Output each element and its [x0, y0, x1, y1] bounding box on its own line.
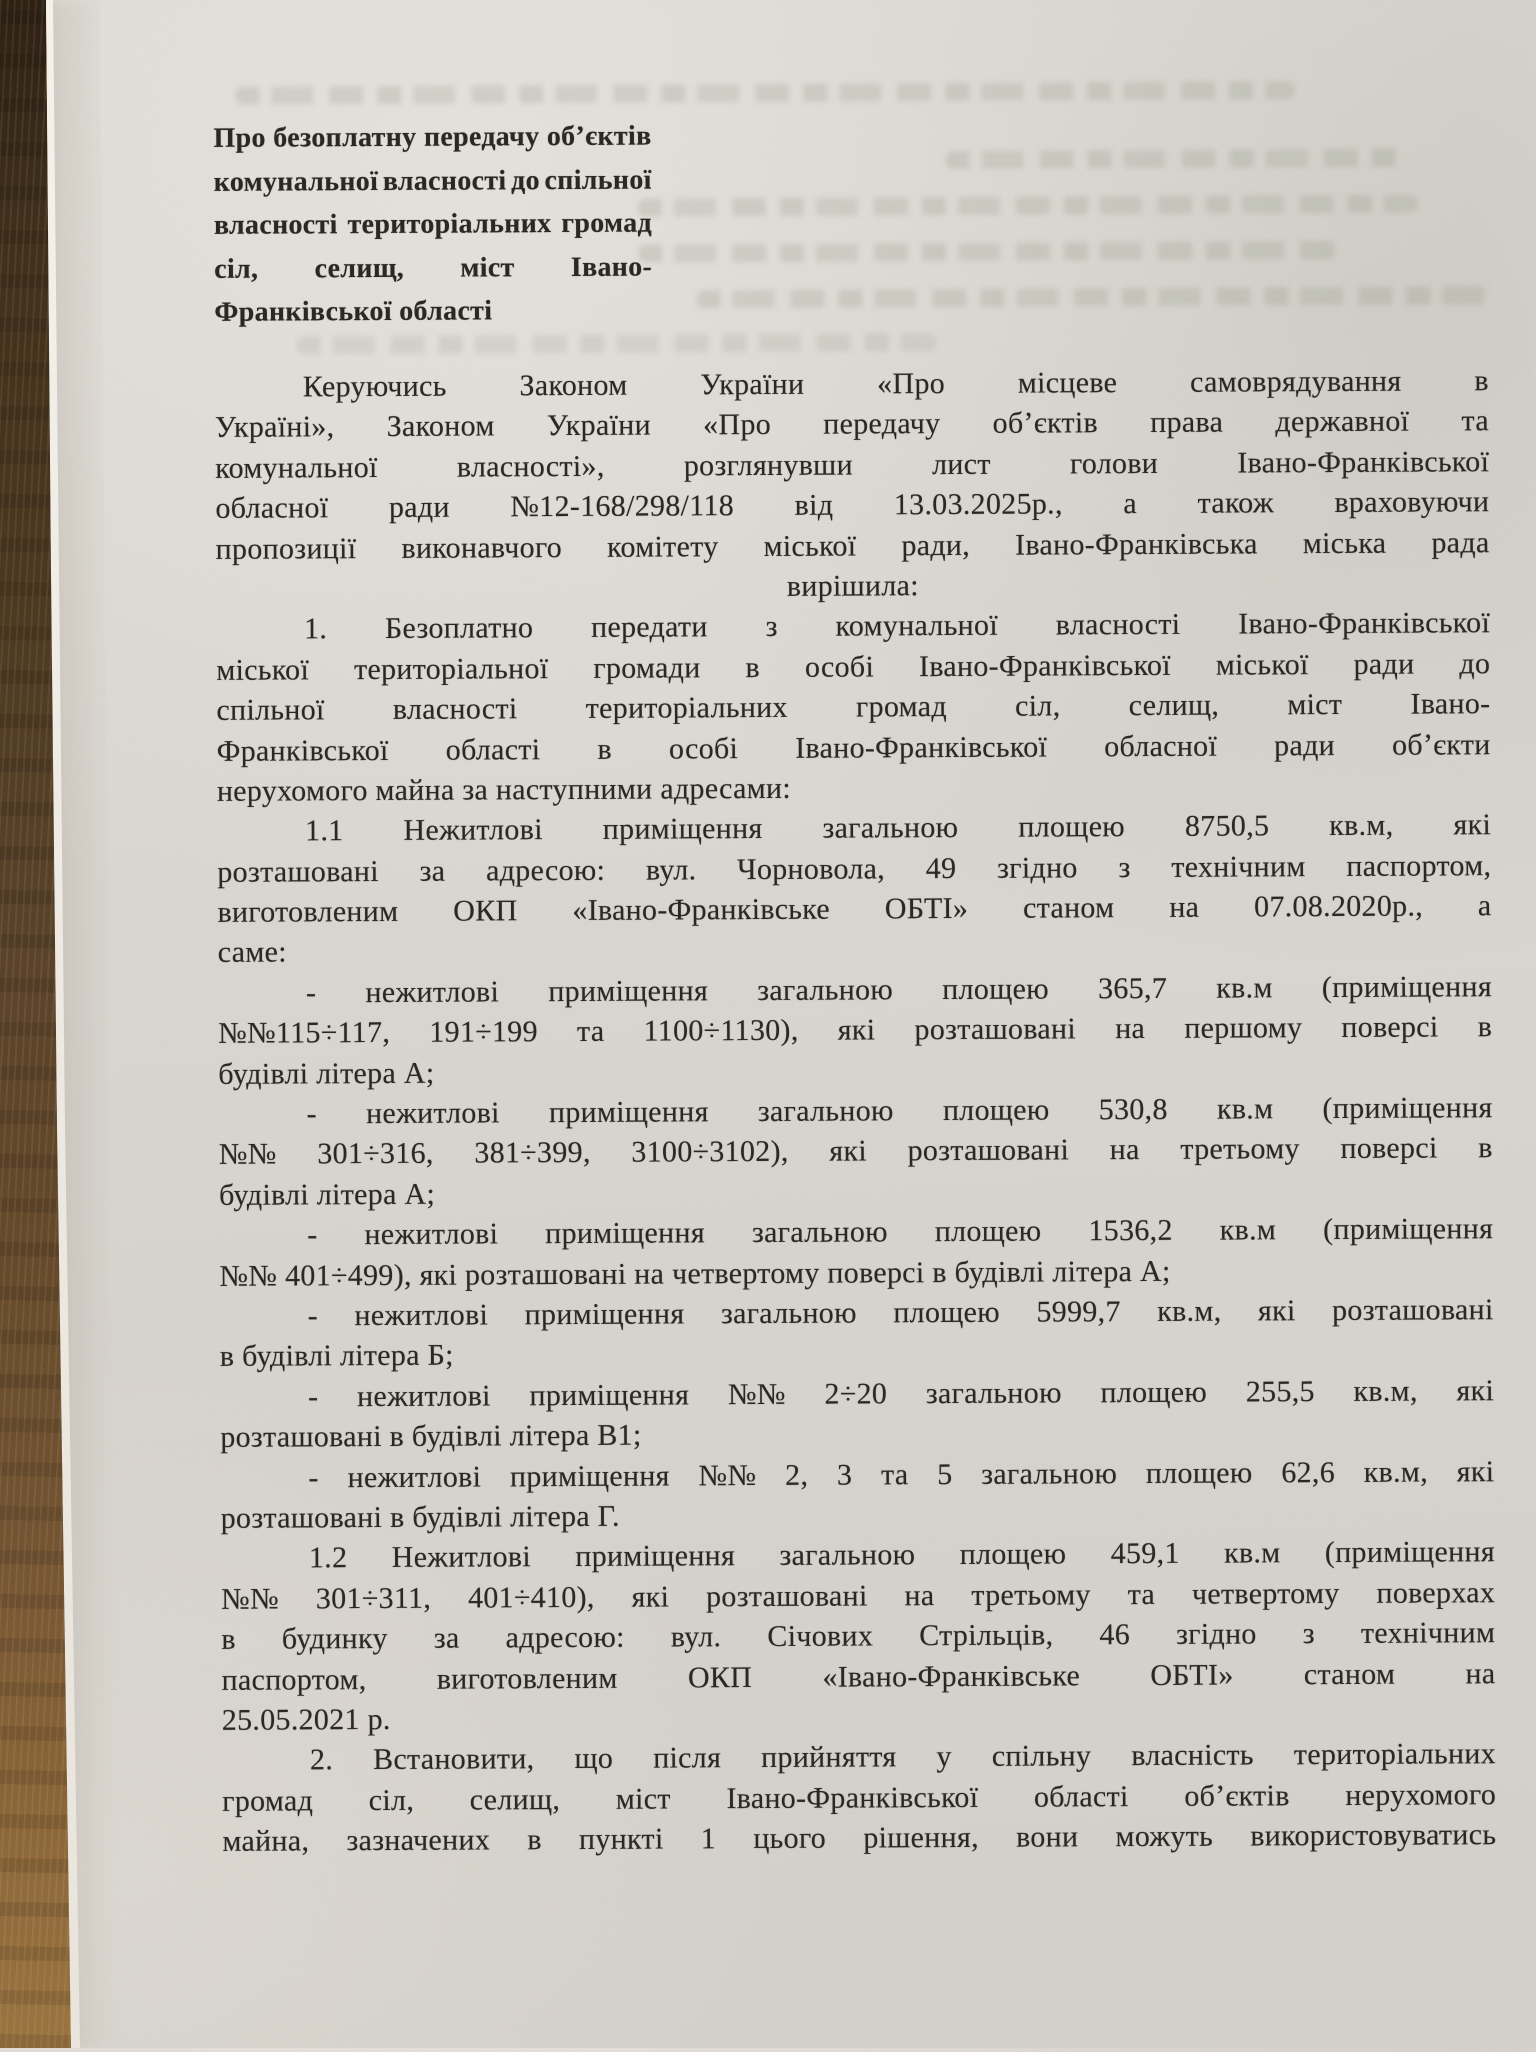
- document-line: в будинку за адресою: вул. Січових Стрільців, 46 згідно з технічним: [221, 1616, 1496, 1656]
- document-line: в будівлі літера Б;: [219, 1338, 454, 1374]
- document-line: - нежитлові приміщення загальною площею 530,8 кв.м (приміщення: [306, 1091, 1493, 1131]
- document-line: паспортом, виготовленим ОКП «Івано-Франківське ОБТІ» станом на: [221, 1656, 1496, 1697]
- document-line: - нежитлові приміщення загальною площею 1536,2 кв.м (приміщення: [307, 1212, 1494, 1252]
- document-line: 1.2 Нежитлові приміщення загальною площею 459,1 кв.м (приміщення: [308, 1535, 1495, 1575]
- document-line: вирішила:: [786, 569, 919, 603]
- document-line: 2. Встановити, що після прийняття у спільну власність територіальних: [309, 1737, 1497, 1777]
- document-line: №№115÷117, 191÷199 та 1100÷1130), які розташовані на першому поверсі в: [218, 1010, 1493, 1051]
- document-line: саме:: [217, 935, 287, 970]
- bleedthrough-line: [696, 286, 1496, 308]
- document-line: розташовані в будівлі літера Г.: [220, 1499, 620, 1535]
- document-line: 1.1 Нежитлові приміщення загальною площею 8750,5 кв.м, які: [305, 808, 1492, 848]
- bleedthrough-line: [946, 149, 1406, 169]
- document-line: №№ 301÷316, 381÷399, 3100÷3102), які розташовані на третьому поверсі в: [218, 1131, 1493, 1172]
- document-line: нерухомого майна за наступними адресами:: [216, 771, 792, 808]
- document-line: комунальної власності», розглянувши лист голови Івано-Франківської: [215, 444, 1490, 485]
- document-line: виготовленим ОКП «Івано-Франківське ОБТІ» станом на 07.08.2020р., а: [217, 889, 1492, 929]
- document-line: - нежитлові приміщення загальною площею 5999,7 кв.м, які розташовані: [307, 1293, 1494, 1333]
- document-line: Про безоплатну передачу об’єктів: [213, 120, 652, 154]
- document-line: Україні», Законом України «Про передачу об’єктів права державної та: [214, 404, 1490, 445]
- bleedthrough-line: [235, 81, 1295, 105]
- document-line: №№ 301÷311, 401÷410), які розташовані на третьому та четвертому поверхах: [221, 1575, 1496, 1616]
- document-line: власності територіальних громад: [213, 207, 653, 241]
- document-line: сіл, селищ, міст Івано-: [214, 251, 653, 285]
- document-title: [213, 119, 652, 339]
- document-line: обласної ради №12-168/298/118 від 13.03.2025р., а також враховуючи: [215, 485, 1490, 526]
- document-line: 25.05.2021 р.: [221, 1702, 391, 1737]
- document-line: Керуючись Законом України «Про місцеве самоврядування в: [302, 364, 1489, 404]
- document-line: розташовані в будівлі літера В1;: [220, 1418, 642, 1454]
- document-line: 1. Безоплатно передати з комунальної власності Івано-Франківської: [303, 606, 1491, 646]
- document-line: пропозиції виконавчого комітету міської ради, Івано-Франківська міська рада: [215, 525, 1490, 566]
- document-line: - нежитлові приміщення №№ 2, 3 та 5 загальною площею 62,6 кв.м, які: [308, 1454, 1495, 1494]
- document-line: Франківської області: [214, 295, 493, 328]
- document-body: [215, 362, 1497, 1863]
- document-line: будівлі літера А;: [218, 1056, 435, 1091]
- document-line: Франківської області в особі Івано-Франківської обласної ради об’єкти: [216, 727, 1491, 768]
- document-line: майна, зазначених в пункті 1 цього рішення, вони можуть використовуватись: [222, 1818, 1497, 1858]
- document-line: міської територіальної громади в особі Івано-Франківської міської ради до: [216, 646, 1491, 687]
- bleedthrough-line: [638, 241, 1338, 263]
- document-line: комунальної власності до спільної: [213, 164, 652, 198]
- bleedthrough-line: [638, 195, 1418, 217]
- document-line: розташовані за адресою: вул. Чорновола, 49 згідно з технічним паспортом,: [217, 848, 1492, 889]
- document-line: - нежитлові приміщення №№ 2÷20 загальною площею 255,5 кв.м, які: [307, 1373, 1495, 1414]
- document-line: спільної власності територіальних громад сіл, селищ, міст Івано-: [216, 687, 1491, 727]
- document-line: №№ 401÷499), які розташовані на четвертому поверсі в будівлі літера А;: [219, 1254, 1171, 1293]
- document-line: - нежитлові приміщення загальною площею 365,7 кв.м (приміщення: [305, 970, 1492, 1010]
- document-line: будівлі літера А;: [218, 1177, 436, 1212]
- document-line: громад сіл, селищ, міст Івано-Франківської області об’єктів нерухомого: [222, 1777, 1497, 1818]
